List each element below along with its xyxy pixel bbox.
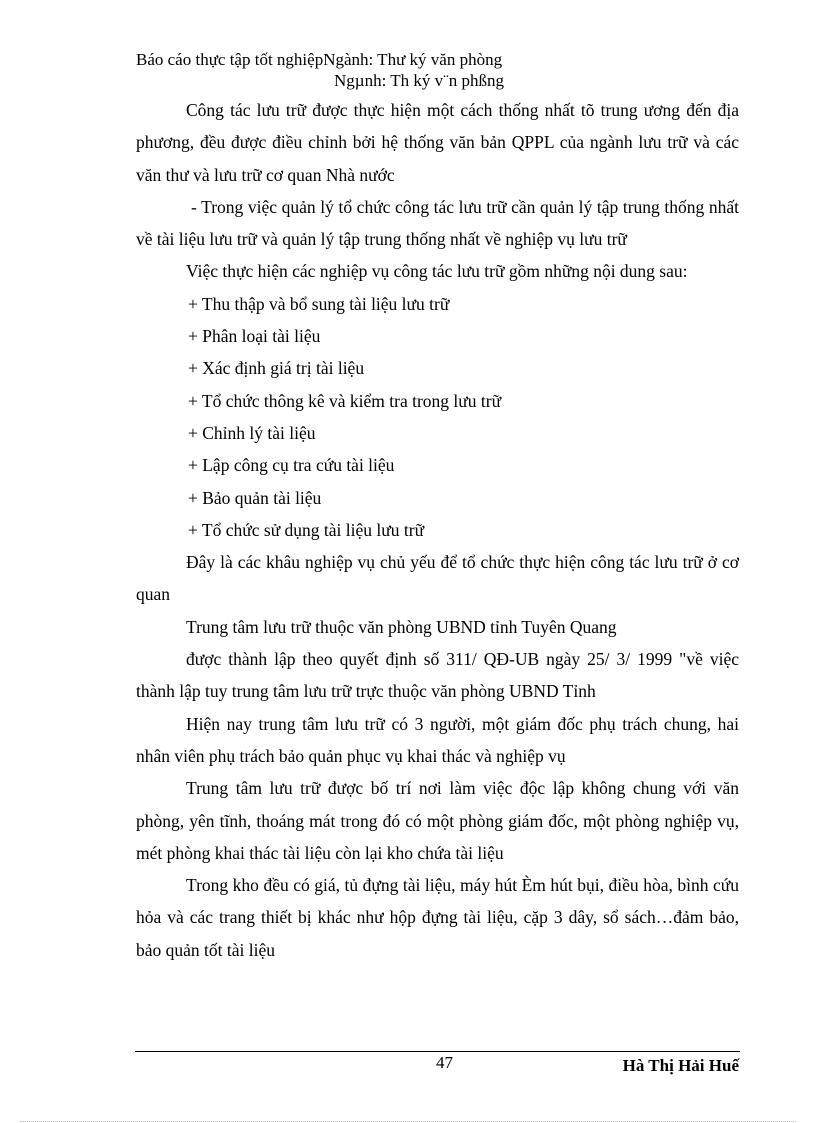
document-body	[136, 94, 739, 966]
list-item: + Xác định giá trị tài liệu	[188, 358, 365, 379]
header-title: Báo cáo thực tập tốt nghiệpNgành: Thư ký văn phòng	[136, 50, 503, 69]
list-item: + Thu thập và bổ sung tài liệu lưu trữ	[188, 293, 450, 314]
paragraph-tasks-intro: Việc thực hiện các nghiệp vụ công tác lưu trữ gồm những nội dung sau:	[186, 261, 688, 282]
list-item: + Tổ chức thông kê và kiểm tra trong lưu trữ	[188, 390, 502, 411]
paragraph-center-intro: Trung tâm lưu trữ thuộc văn phòng UBND tỉnh Tuyên Quang	[186, 616, 617, 637]
page-bottom-divider	[20, 1121, 796, 1122]
header-subtitle: Ngµnh: Th ký v¨n phßng	[334, 71, 505, 90]
paragraph-management: - Trong việc quản lý tổ chức công tác lưu trữ cần quản lý tập trung thống nhất về tài liệu lưu trữ và quản lý tập trung thống nhất về nghiệp vụ lưu trữ	[136, 196, 739, 250]
list-item: + Bảo quản tài liệu	[188, 487, 322, 508]
paragraph-establishment: được thành lập theo quyết định số 311/ QĐ-UB ngày 25/ 3/ 1999 "về việc thành lập tuy trung tâm lưu trữ trực thuộc văn phòng UBND Tỉnh	[136, 649, 739, 702]
list-item: + Phân loại tài liệu	[188, 326, 321, 347]
list-item: + Chỉnh lý tài liệu	[188, 422, 316, 443]
footer-author: Hà Thị Hải Huế	[622, 1056, 739, 1075]
list-item: + Tổ chức sử dụng tài liệu lưu trữ	[188, 519, 425, 540]
page-number: 47	[436, 1053, 453, 1072]
task-list	[136, 288, 739, 546]
list-item: + Lập công cụ tra cứu tài liệu	[188, 455, 395, 476]
paragraph-equipment: Trong kho đều có giá, tủ đựng tài liệu, máy hút Èm hút bụi, điều hòa, bình cứu hỏa và các trang thiết bị khác như hộp đựng tài liệu, cặp 3 dây, sổ sách…đảm bảo, bảo quản tốt tài liệu	[136, 875, 739, 960]
paragraph-workspace: Trung tâm lưu trữ được bố trí nơi làm việc độc lập không chung với văn phòng, yên tĩnh, thoáng mát trong đó có một phòng giám đốc, một phòng nghiệp vụ, mét phòng khai thác tài liệu còn lại kho chứa tài liệu	[136, 778, 739, 863]
paragraph-staff: Hiện nay trung tâm lưu trữ có 3 người, một giám đốc phụ trách chung, hai nhân viên phụ trách bảo quản phục vụ khai thác và nghiệp vụ	[136, 713, 739, 766]
paragraph-key-tasks: Đây là các khâu nghiệp vụ chủ yếu để tổ chức thực hiện công tác lưu trữ ở cơ quan	[136, 552, 739, 605]
paragraph-archive-system: Công tác lưu trữ được thực hiện một cách thống nhất tõ trung ương đến địa phương, đều được điều chỉnh bởi hệ thống văn bản QPPL của ngành lưu trữ và các văn thư và lưu trữ cơ quan Nhà nước	[136, 100, 739, 185]
footer-divider	[135, 1051, 740, 1052]
